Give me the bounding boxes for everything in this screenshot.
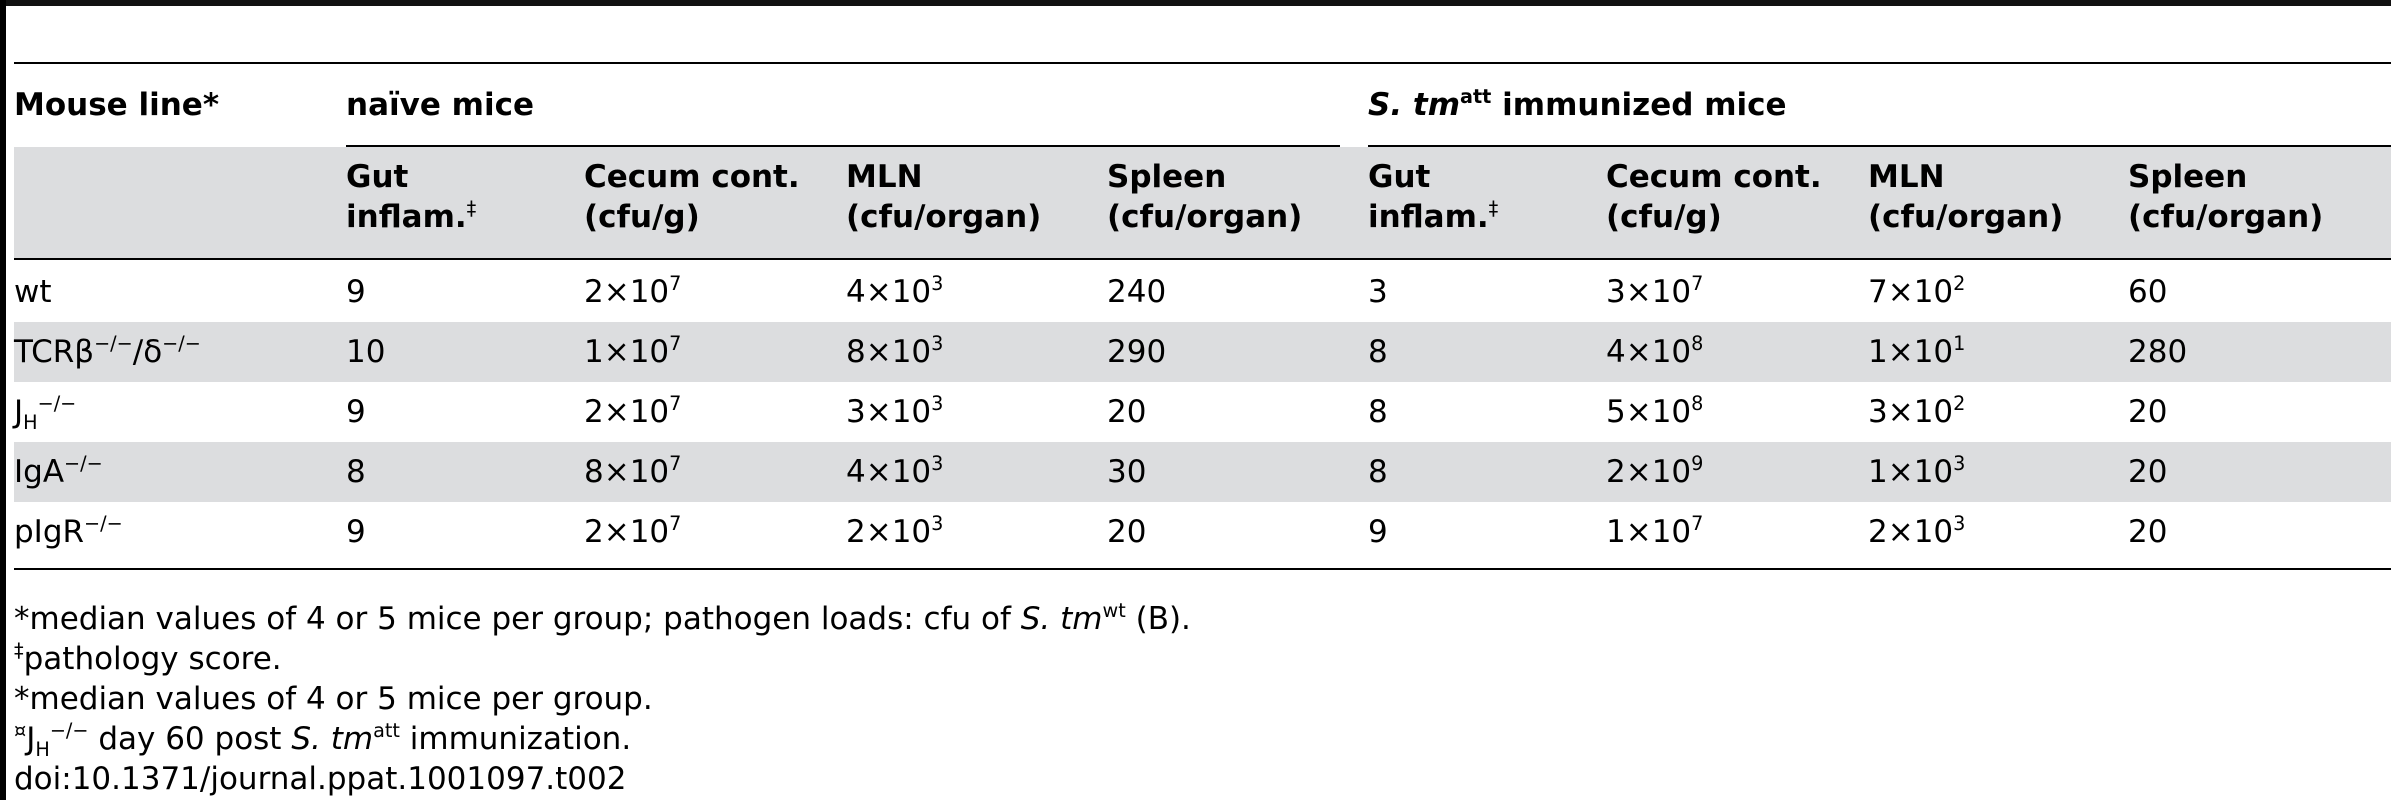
table-cell: 20 — [2128, 514, 2168, 550]
table-cell: $2\times 10^3$ — [1868, 511, 1966, 550]
table-cell: $4\times 10^3$ — [846, 451, 944, 490]
header-naive-mice: naïve mice — [346, 87, 534, 123]
table-cell: $2\times 10^3$ — [846, 511, 944, 550]
table-cell: $4\times 10^3$ — [846, 271, 944, 310]
table-cell: $1\times 10^7$ — [1606, 511, 1704, 550]
row-label: pIgR−/− — [14, 511, 123, 550]
table-cell: 60 — [2128, 274, 2168, 310]
table-bottom-rule — [14, 568, 2391, 570]
table-cell: 9 — [1368, 514, 1388, 550]
table-top-rule — [14, 62, 2391, 64]
row-label: TCRβ−/−/δ−/− — [14, 331, 201, 370]
table-cell: 8 — [1368, 334, 1388, 370]
row-label: IgA−/− — [14, 451, 103, 490]
row-label: wt — [14, 274, 52, 310]
table-cell: 8 — [1368, 394, 1388, 430]
subheader-col-2: Cecum cont. (cfu/g) — [584, 159, 800, 235]
row-label: $J_H^{-/-}$ — [14, 391, 77, 434]
table-cell: $2\times 10^9$ — [1606, 451, 1704, 490]
table-cell: 9 — [346, 274, 366, 310]
footnote-2: ‡pathology score. — [14, 638, 282, 677]
table-cell: 30 — [1107, 454, 1147, 490]
table-cell: 10 — [346, 334, 386, 370]
subheader-col-3: MLN (cfu/organ) — [846, 159, 1042, 235]
table-cell: $1\times 10^1$ — [1868, 331, 1966, 370]
header-immunized-mice: S. $tm^{att}$ immunized mice — [1368, 84, 1787, 123]
table-cell: $8\times 10^3$ — [846, 331, 944, 370]
table-cell: 9 — [346, 394, 366, 430]
table-cell: $5\times 10^8$ — [1606, 391, 1704, 430]
table-cell: 3 — [1368, 274, 1388, 310]
table-cell: 8 — [1368, 454, 1388, 490]
table-cell: $1\times 10^3$ — [1868, 451, 1966, 490]
table-cell: $2\times 10^7$ — [584, 391, 682, 430]
table-cell: 20 — [2128, 454, 2168, 490]
table-cell: 20 — [2128, 394, 2168, 430]
table-cell: $4\times 10^8$ — [1606, 331, 1704, 370]
table-cell: $8\times 10^7$ — [584, 451, 682, 490]
table-cell: 8 — [346, 454, 366, 490]
table-cell: $1\times 10^7$ — [584, 331, 682, 370]
table-cell: 290 — [1107, 334, 1167, 370]
table-cell: $2\times 10^7$ — [584, 271, 682, 310]
table-cell: 20 — [1107, 514, 1147, 550]
table-cell: 240 — [1107, 274, 1167, 310]
table-cell: $7\times 10^2$ — [1868, 271, 1966, 310]
table-cell: 280 — [2128, 334, 2188, 370]
subheader-col-5: Gut inflam.‡ — [1368, 159, 1499, 235]
table-cell: $3\times 10^2$ — [1868, 391, 1966, 430]
row-band-iga — [14, 442, 2391, 502]
subheader-col-4: Spleen (cfu/organ) — [1107, 159, 1303, 235]
header-mouse-line: Mouse line* — [14, 87, 220, 123]
subheader-col-1: Gut inflam.‡ — [346, 159, 477, 235]
table-cell: $3\times 10^7$ — [1606, 271, 1704, 310]
footnote-3: *median values of 4 or 5 mice per group. — [14, 681, 653, 717]
subheader-col-8: Spleen (cfu/organ) — [2128, 159, 2324, 235]
table-cell: $3\times 10^3$ — [846, 391, 944, 430]
doi-line: doi:10.1371/journal.ppat.1001097.t002 — [14, 761, 627, 797]
footnote-1: *median values of 4 or 5 mice per group; pathogen loads: cfu of S. $tm^{wt}$ (B). — [14, 598, 1191, 637]
footnote-4: $^¤J_H^{-/-}$ day 60 post S. $tm^{att}$ immunization. — [14, 718, 632, 761]
subheader-col-7: MLN (cfu/organ) — [1868, 159, 2064, 235]
subheader-bottom-rule — [14, 258, 2391, 260]
top-border — [0, 0, 2391, 6]
subheader-col-6: Cecum cont. (cfu/g) — [1606, 159, 1822, 235]
table-cell: 9 — [346, 514, 366, 550]
left-border — [0, 0, 6, 800]
table-cell: 20 — [1107, 394, 1147, 430]
table-cell: $2\times 10^7$ — [584, 511, 682, 550]
